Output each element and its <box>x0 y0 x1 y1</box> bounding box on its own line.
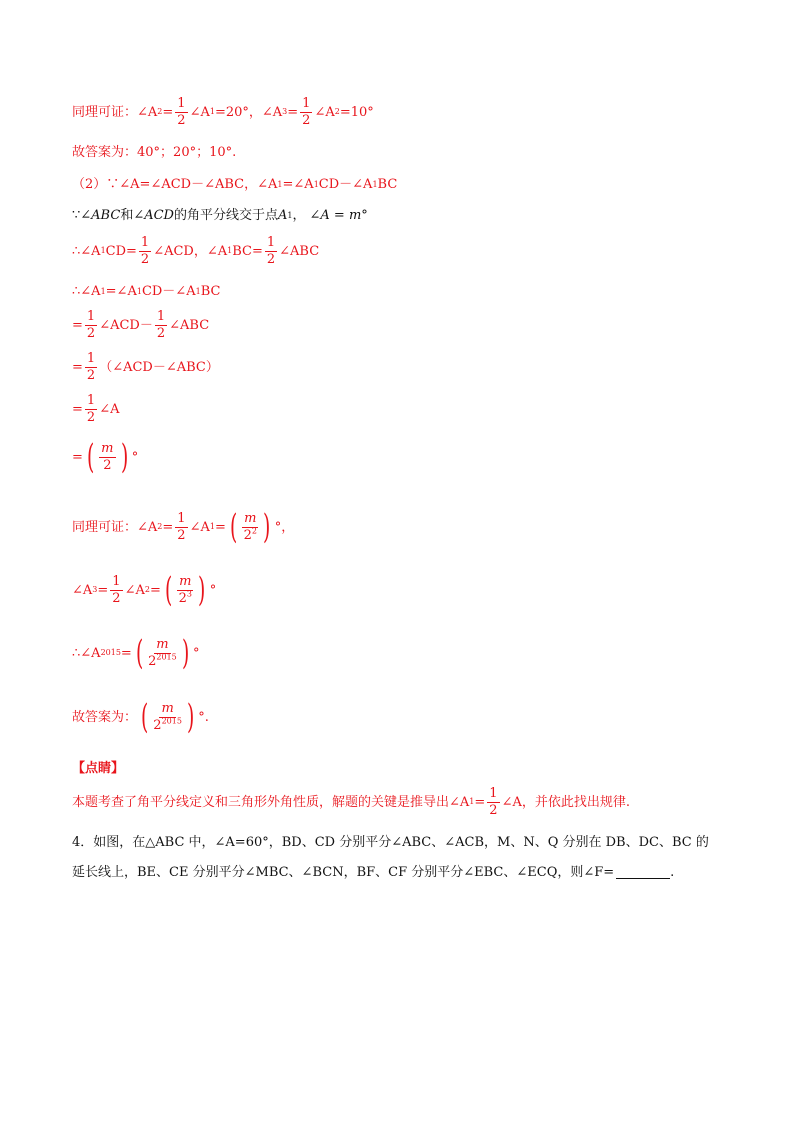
proof-line-11: 同理可证：∠A 2 = $\frac{1}{2}$ ∠A 1 = ( $\frac{m}{2^2}$ ) °， <box>72 507 295 547</box>
text: 【点睛】 <box>72 761 125 776</box>
fraction-denominator: 2 <box>156 325 166 341</box>
fraction-half <box>300 97 312 127</box>
fraction-denominator: 2 <box>140 251 150 267</box>
base: 2 <box>178 590 187 606</box>
right-paren: ) <box>263 507 271 547</box>
text: CD= <box>105 243 137 259</box>
fraction-half <box>85 352 97 382</box>
right-paren: ) <box>198 570 206 610</box>
fraction-numerator: 1 <box>177 510 186 526</box>
proof-line-5: ∴∠A 1 CD= $\frac{1}{2}$ ∠ACD，∠A 1 BC= $\frac{1}{2}$ ∠ABC <box>72 235 320 267</box>
math-given: ∠A = m° <box>309 208 368 223</box>
fraction-half <box>139 236 151 266</box>
proof-line-1: 同理可证：∠A 2 = $\frac{1}{2}$ ∠A 1 =20°，∠A 3 = $\frac{1}{2}$ ∠A 2 =10° <box>72 96 374 128</box>
fraction <box>177 575 193 605</box>
text: ∠A，并依此找出规律. <box>501 794 630 810</box>
text: 同理可证：∠A <box>72 104 158 120</box>
paren-fraction <box>227 507 274 547</box>
text: （∠ACD－∠ABC） <box>99 359 219 375</box>
answer-line-1 <box>72 146 236 159</box>
math-angle: ∠ABC <box>80 208 121 223</box>
fraction-denominator <box>179 591 192 606</box>
text: =∠A <box>282 177 314 192</box>
base: 2 <box>148 653 157 669</box>
left-paren: ( <box>164 570 173 610</box>
text: 同理可证：∠A <box>72 519 158 535</box>
text: ∠A <box>72 582 93 598</box>
proof-line-9 <box>72 394 119 424</box>
fraction-numerator: 1 <box>177 96 186 111</box>
base: 2 <box>153 717 162 733</box>
text: . <box>670 865 675 880</box>
text: = <box>72 449 83 465</box>
text: CD－∠A <box>141 284 196 299</box>
text: 本题考查了角平分线定义和三角形外角性质，解题的关键是推导出∠A <box>72 794 470 810</box>
text: 4．如图，在△ABC 中，∠A=60°，BD、CD 分别平分∠ABC、∠ACB，M、N、Q 分别在 DB、DC、BC 的 <box>72 835 709 850</box>
text: CD－∠A <box>318 177 373 192</box>
text: ∴∠A <box>72 243 101 259</box>
fraction-half <box>110 575 122 605</box>
fraction-denominator: 2 <box>86 325 96 341</box>
text: =∠A <box>105 284 137 299</box>
right-paren: ) <box>186 697 195 737</box>
fraction-numerator: m <box>156 636 169 652</box>
fraction-numerator: 1 <box>302 96 311 111</box>
fraction-numerator: m <box>161 700 174 716</box>
answer-line-2 <box>72 697 209 737</box>
fraction-denominator <box>148 654 177 669</box>
fraction-denominator: 2 <box>266 251 276 267</box>
fraction-numerator: 1 <box>86 393 96 408</box>
text: ∠ABC <box>169 317 210 333</box>
left-paren: ( <box>135 633 144 673</box>
question-4-line-2 <box>72 866 674 879</box>
text: ∴∠A <box>72 284 101 299</box>
proof-line-3: （2）∵∠A=∠ACD－∠ABC，∠A 1 =∠A 1 CD－∠A 1 BC <box>72 177 398 192</box>
fraction <box>99 442 115 472</box>
fraction-numerator: 1 <box>86 351 96 366</box>
base: 2 <box>243 527 252 543</box>
fraction-numerator: 1 <box>112 573 121 589</box>
fraction-denominator: 2 <box>86 367 96 383</box>
text: ∠A <box>124 582 145 598</box>
text: 故答案为：40°；20°；10°. <box>72 145 237 160</box>
question-4-line-1 <box>72 836 709 849</box>
fraction-denominator: 2 <box>86 409 96 425</box>
exponent: 2015 <box>161 716 182 726</box>
fraction-denominator: 2 <box>302 112 311 128</box>
fraction-numerator: m <box>179 573 192 589</box>
text: 故答案为： <box>72 709 138 725</box>
fraction-denominator <box>153 718 182 733</box>
proof-line-13: ∴∠A 2015 = ( $\frac{m}{2^{2015}}$ ) ° <box>72 633 200 673</box>
text: = <box>287 104 299 120</box>
fraction <box>242 512 258 542</box>
text: = <box>97 582 109 598</box>
text: ° <box>193 645 200 661</box>
text: = <box>72 317 83 333</box>
fraction-numerator: 1 <box>489 786 498 801</box>
answer-blank[interactable] <box>616 866 670 879</box>
text: BC <box>200 284 221 299</box>
text: = <box>214 519 226 535</box>
text: ∠A <box>189 104 210 120</box>
paren-fraction <box>162 570 209 610</box>
text: = <box>162 519 174 535</box>
fraction-denominator: 2 <box>177 527 186 543</box>
text: ∠A <box>314 104 335 120</box>
proof-line-8 <box>72 352 219 382</box>
text: = <box>162 104 174 120</box>
text: BC <box>377 177 398 192</box>
left-paren: ( <box>229 507 238 547</box>
text: = <box>120 645 132 661</box>
fraction-half <box>85 394 97 424</box>
left-paren: ( <box>86 437 95 477</box>
text: ∠ABC <box>279 243 320 259</box>
proof-line-10 <box>72 437 139 477</box>
text: ° <box>131 449 139 465</box>
right-paren: ) <box>120 437 128 477</box>
paren-fraction <box>84 437 131 477</box>
text: ° <box>209 582 217 598</box>
fraction-denominator: 2 <box>112 590 121 606</box>
fraction-denominator: 2 <box>177 112 186 128</box>
paren-fraction <box>133 633 192 673</box>
exponent: 2015 <box>156 652 177 662</box>
text: ∠ACD，∠A <box>153 243 228 259</box>
proof-line-6: ∴∠A 1 =∠A 1 CD－∠A 1 BC <box>72 284 221 299</box>
text: ∠A <box>99 401 120 417</box>
text: = <box>72 359 83 375</box>
text: 延长线上，BE、CE 分别平分∠MBC、∠BCN，BF、CF 分别平分∠EBC、∠ECQ，则∠F= <box>72 865 615 880</box>
fraction-half <box>265 236 277 266</box>
fraction-denominator <box>244 528 257 543</box>
proof-line-7 <box>72 310 209 340</box>
fraction-half <box>175 512 187 542</box>
fraction-numerator: 1 <box>156 309 166 324</box>
paren-fraction <box>138 697 197 737</box>
text: °， <box>274 519 295 535</box>
text: = <box>72 401 83 417</box>
right-paren: ) <box>181 633 190 673</box>
text: ∠A <box>189 519 210 535</box>
fraction-numerator: 1 <box>86 309 96 324</box>
fraction-half <box>175 97 187 127</box>
fraction <box>153 702 182 732</box>
fraction-half <box>85 310 97 340</box>
text: =20°，∠A <box>214 104 283 120</box>
text: ∴∠A <box>72 645 101 661</box>
text: 的角平分线交于点 <box>173 208 278 223</box>
fraction-half <box>487 787 499 817</box>
exponent: 2 <box>251 526 257 536</box>
fraction-half <box>155 310 167 340</box>
given-line: ∵ ∠ABC 和 ∠ACD 的角平分线交于点 A 1 ， ∠A = m° <box>72 208 368 223</box>
text: 和 <box>120 208 134 223</box>
text: °. <box>198 709 209 725</box>
fraction-denominator: 2 <box>103 457 112 473</box>
exponent: 3 <box>186 589 192 599</box>
text: ∠ACD－ <box>99 317 153 333</box>
commentary-heading <box>72 762 124 775</box>
text: BC= <box>232 243 263 259</box>
text: ∵ <box>72 208 81 223</box>
text: （2）∵∠A=∠ACD－∠ABC，∠A <box>72 177 278 192</box>
fraction-numerator: 1 <box>266 235 276 250</box>
left-paren: ( <box>141 697 149 737</box>
fraction-numerator: m <box>101 440 114 456</box>
math-point: A <box>278 208 288 223</box>
math-angle: ∠ACD <box>133 208 174 223</box>
text: = <box>149 582 161 598</box>
fraction-denominator: 2 <box>489 802 498 818</box>
text: = <box>474 794 486 810</box>
fraction <box>148 638 177 668</box>
fraction-numerator: 1 <box>140 235 150 250</box>
text: ， <box>292 208 306 223</box>
proof-line-12: ∠A 3 = $\frac{1}{2}$ ∠A 2 = ( $\frac{m}{2^3}$ ) ° <box>72 570 217 610</box>
commentary-text: 本题考查了角平分线定义和三角形外角性质，解题的关键是推导出∠A 1 = $\frac{1}{2}$ ∠A，并依此找出规律. <box>72 786 630 818</box>
fraction-numerator: m <box>244 510 257 526</box>
text: =10° <box>339 104 374 120</box>
